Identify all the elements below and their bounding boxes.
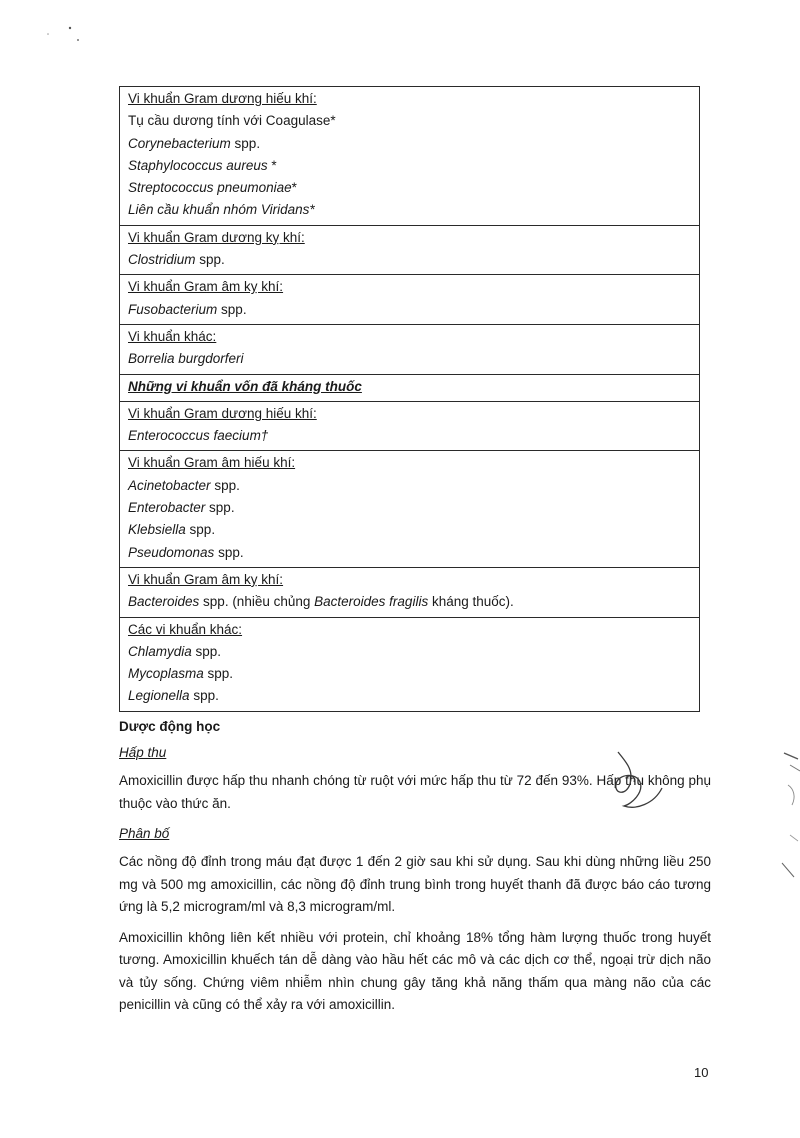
text-run: spp. [210,477,240,493]
text-run: Vi khuẩn Gram dương hiếu khí: [128,91,317,106]
text-run: Mycoplasma [128,666,204,682]
text-run: * [291,180,297,196]
table-group [120,617,699,711]
text-run: spp. [214,544,244,560]
organism-item [128,110,691,132]
group-heading [128,326,691,348]
group-heading [128,88,691,110]
group-heading [128,227,691,249]
text-run: Acinetobacter [128,477,211,493]
absorption-paragraph: Amoxicillin được hấp thu nhanh chóng từ ruột với mức hấp thu từ 72 đến 93%. Hấp thu không phụ thuộc vào thức ăn. [119,773,711,811]
text-run: Pseudomonas [128,544,215,560]
text-run: Vi khuẩn Gram âm kỵ khí: [128,279,284,295]
table-group [120,374,699,401]
page-number: 10 [694,1065,709,1080]
text-run: Enterococcus faecium† [128,428,269,444]
organism-item [128,497,691,519]
organism-item [128,591,691,613]
text-run: Corynebacterium [128,135,231,151]
text-run: spp. [191,643,222,659]
organism-item [128,475,691,497]
text-run: Clostridium [128,252,196,268]
text-run: Borrelia burgdorferi [128,351,244,367]
table-group [120,274,699,324]
table-group [120,567,699,617]
text-run: spp. [203,666,234,682]
group-heading [128,569,691,591]
distribution-heading: Phân bố [119,826,170,841]
table-group [120,401,699,451]
text-run: spp. [217,301,247,317]
text-run: Klebsiella [128,522,186,538]
stamp-edge-mark [770,745,800,885]
group-heading [128,452,691,474]
absorption-heading: Hấp thu [119,745,167,760]
organism-item [128,177,691,199]
antibacterial-spectrum-table [119,86,700,712]
text-run: Tụ cầu dương tính với Coagulase* [128,113,336,129]
distribution-paragraph-1: Các nồng độ đỉnh trong máu đạt được 1 đến 2 giờ sau khi sử dụng. Sau khi dùng những liều 250 mg và 500 mg amoxicillin, các nồng độ đỉnh trung bình trong huyết thanh đã được báo cáo tương ứng là 5,2 microgram/ml và 8,3 microgram/ml. [119,854,711,914]
table-group [120,324,699,374]
distribution-paragraph-2: Amoxicillin không liên kết nhiều với protein, chỉ khoảng 18% tổng hàm lượng thuốc trong huyết tương. Amoxicillin khuếch tán dễ dàng vào hầu hết các mô và các dịch cơ thể, ngoại trừ dịch não và tủy sống. Chứng viêm nhiễm nhìn chung gây tăng khả năng thấm qua màng não của các penicillin và cũng có thể xảy ra với amoxicillin. [119,929,711,1012]
text-run: Bacteroides fragilis [314,594,429,610]
organism-item [128,155,691,177]
text-run: Vi khuẩn Gram dương hiếu khí: [128,405,317,421]
organism-item [128,519,691,541]
text-run: Fusobacterium [128,301,218,317]
text-run: spp. [189,688,219,704]
text-run: Streptococcus pneumoniae [128,180,292,196]
text-run: spp. (nhiều chủng [199,594,315,610]
table-group [120,450,699,566]
text-run: Legionella [128,688,190,704]
organism-item [128,542,691,564]
text-run: spp. [230,135,261,151]
text-run: Các vi khuẩn khác: [128,621,243,637]
text-run: spp. [185,522,216,538]
text-run: kháng thuốc). [428,594,514,610]
organism-item [128,641,691,663]
text-run: spp. [205,500,235,516]
organism-item [128,663,691,685]
text-run: Bacteroides [128,594,200,610]
text-run: Staphylococcus aureus [128,157,268,173]
text-run: Vi khuẩn Gram âm hiếu khí: [128,455,296,471]
text-run: spp. [195,252,225,268]
text-run: * [267,157,277,173]
text-run: Vi khuẩn Gram âm kỵ khí: [128,571,284,587]
table-group [120,87,699,225]
group-heading [128,619,691,641]
text-run: Những vi khuẩn vốn đã kháng thuốc [128,378,362,394]
group-heading [128,403,691,425]
organism-item [128,685,691,707]
scan-specks [30,10,110,60]
text-run: Vi khuẩn Gram dương kỵ khí: [128,229,305,245]
organism-item [128,425,691,447]
text-run: Liên cầu khuẩn nhóm Viridans* [128,202,315,218]
pharmacokinetics-title: Dược động học [119,719,221,734]
text-run: Chlamydia [128,643,192,659]
organism-item [128,199,691,221]
resistant-section-heading [128,376,691,398]
text-run: Enterobacter [128,500,206,516]
organism-item [128,249,691,271]
text-run: Vi khuẩn khác: [128,328,217,344]
organism-item [128,133,691,155]
group-heading [128,276,691,298]
handwritten-signature [596,748,676,818]
organism-item [128,348,691,370]
organism-item [128,299,691,321]
table-group [120,225,699,275]
